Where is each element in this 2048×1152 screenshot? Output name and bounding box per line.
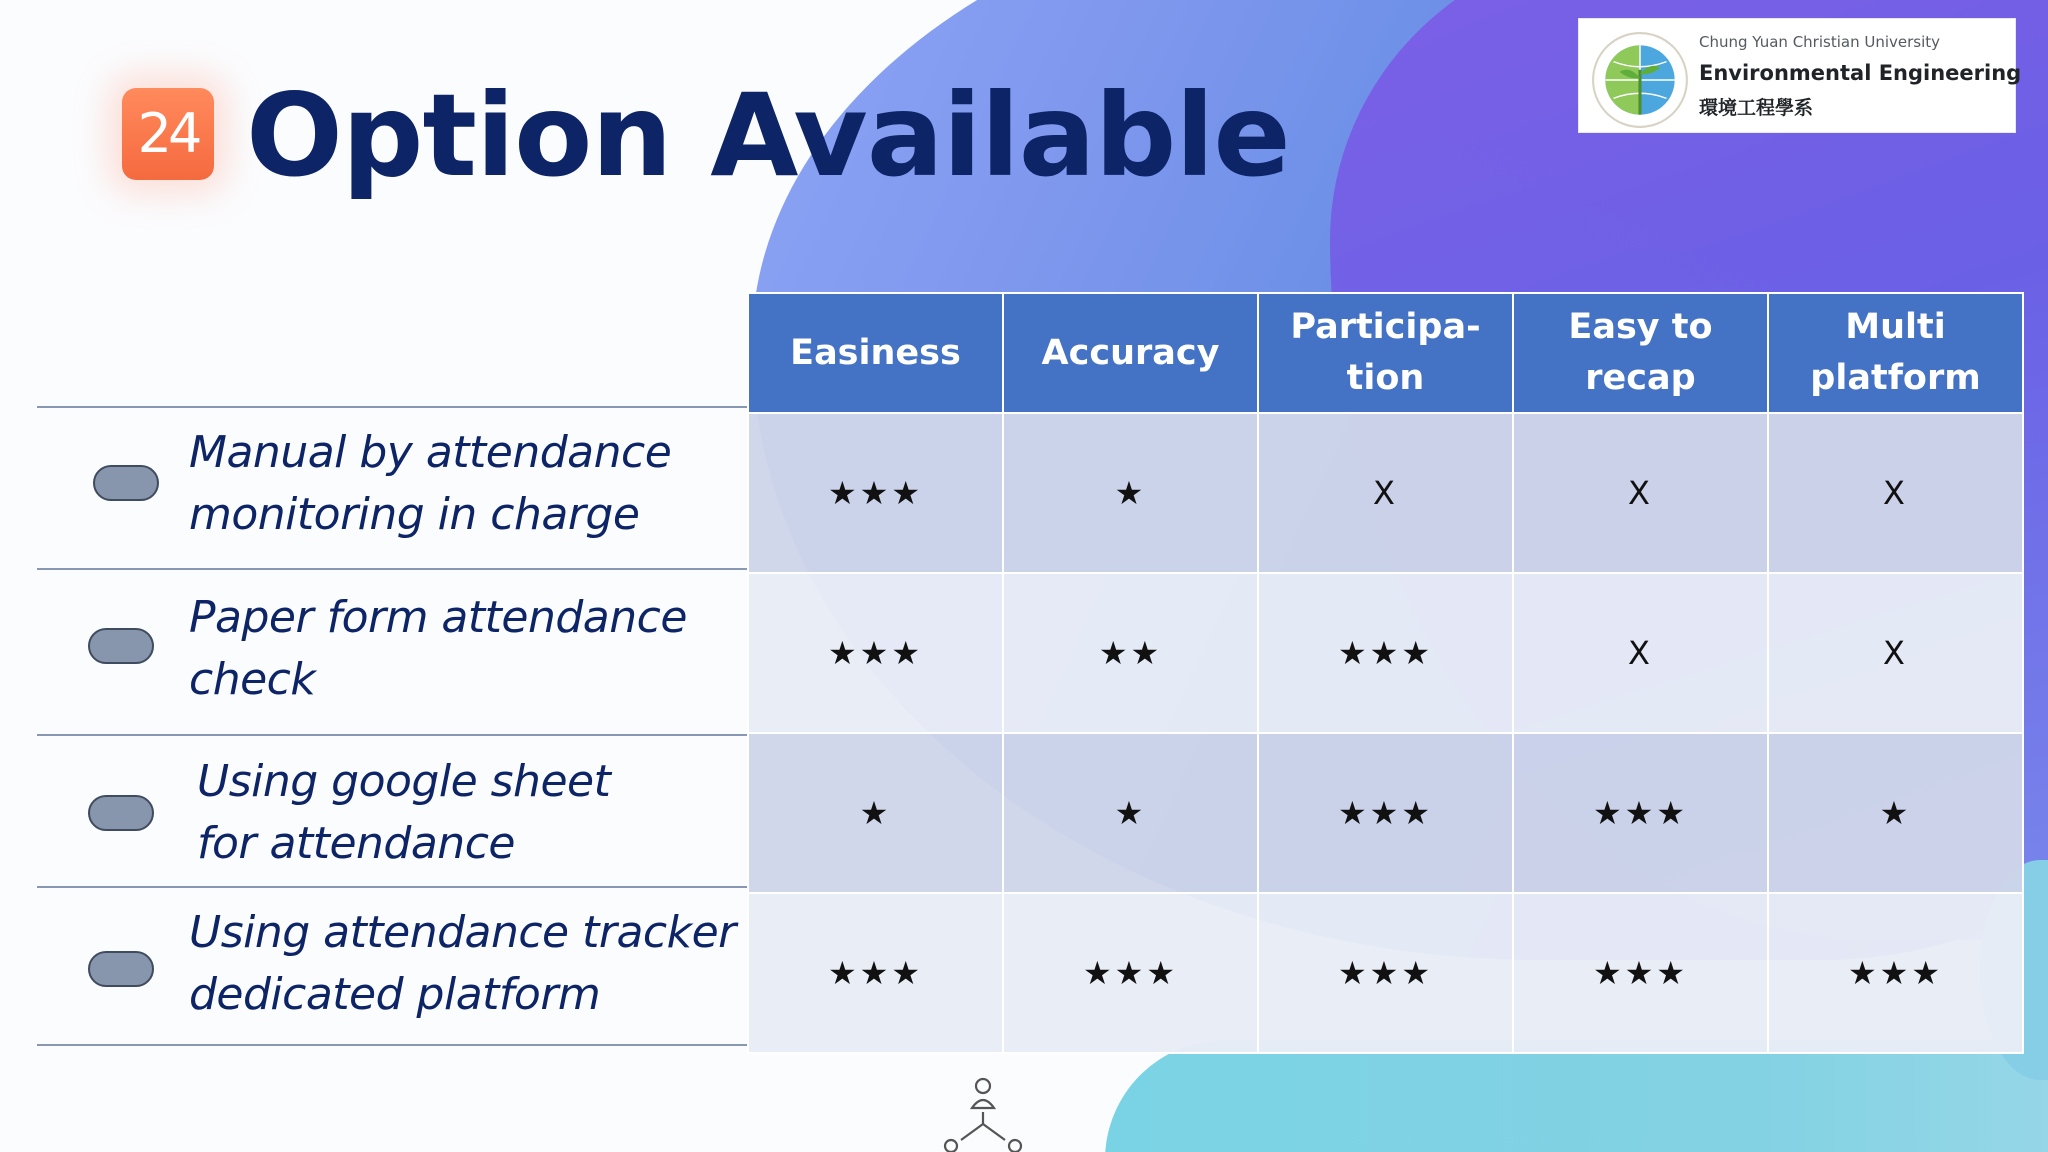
column-header-participation (1258, 293, 1513, 413)
table-row (748, 733, 2023, 893)
background-blob-cyan (1105, 1040, 2048, 1152)
option-label: Using attendance tracker dedicated platform (189, 907, 736, 1020)
table-header-row (748, 293, 2023, 413)
rating-cell: ★ (748, 733, 1003, 893)
university-logo (1578, 18, 2022, 133)
table-row (748, 573, 2023, 733)
network-people-icon (938, 1076, 1028, 1152)
rating-cell: ★ (1003, 413, 1258, 573)
logo-department-name-zh: 環境工程學系 (1699, 97, 1814, 119)
logo-university-name: Chung Yuan Christian University (1699, 33, 1941, 51)
rating-cell: ★★★ (1003, 893, 1258, 1053)
rating-cell: ★★★ (748, 413, 1003, 573)
rating-cell: ★ (1768, 733, 2023, 893)
option-row (37, 568, 747, 736)
column-header-label: Participa- tion (1290, 307, 1481, 398)
column-header-label: Easy to recap (1568, 307, 1713, 398)
table-row (748, 893, 2023, 1053)
rating-cell: X (1513, 413, 1768, 573)
rating-cell: ★★★ (1513, 733, 1768, 893)
option-row (37, 886, 747, 1046)
rating-cell: X (1768, 413, 2023, 573)
rating-cell: ★★ (1003, 573, 1258, 733)
rating-cell: ★★★ (1258, 733, 1513, 893)
option-bullet (93, 465, 159, 501)
column-header-multi-platform (1768, 293, 2023, 413)
rating-cell: X (1513, 573, 1768, 733)
column-header-label: Accuracy (1041, 332, 1220, 373)
column-header-accuracy (1003, 293, 1258, 413)
rating-cell: X (1768, 573, 2023, 733)
rating-cell: ★★★ (1768, 893, 2023, 1053)
rating-cell: ★★★ (748, 893, 1003, 1053)
rating-cell: ★★★ (1258, 573, 1513, 733)
slide-title: Option Available (246, 69, 1290, 202)
rating-cell: ★★★ (748, 573, 1003, 733)
column-header-easy-to-recap (1513, 293, 1768, 413)
column-header-easiness (748, 293, 1003, 413)
option-list (37, 406, 747, 1048)
option-label: Paper form attendance check (189, 592, 687, 705)
rating-cell: ★★★ (1513, 893, 1768, 1053)
rating-cell: ★ (1003, 733, 1258, 893)
option-label: Using google sheet for attendance (197, 756, 611, 869)
number-24-icon: 24 (122, 88, 214, 180)
globe-seedling-icon (1589, 29, 1691, 131)
option-label: Manual by attendance monitoring in charge (189, 427, 672, 540)
table-row (748, 413, 2023, 573)
rating-cell: ★★★ (1258, 893, 1513, 1053)
rating-cell: X (1258, 413, 1513, 573)
option-row (37, 406, 747, 570)
option-row (37, 734, 747, 888)
option-bullet (88, 795, 154, 831)
comparison-table (747, 292, 2024, 1054)
logo-department-name: Environmental Engineering (1699, 61, 2022, 85)
option-bullet (88, 951, 154, 987)
column-header-label: Multi platform (1810, 307, 1981, 398)
column-header-label: Easiness (790, 332, 961, 373)
option-bullet (88, 628, 154, 664)
